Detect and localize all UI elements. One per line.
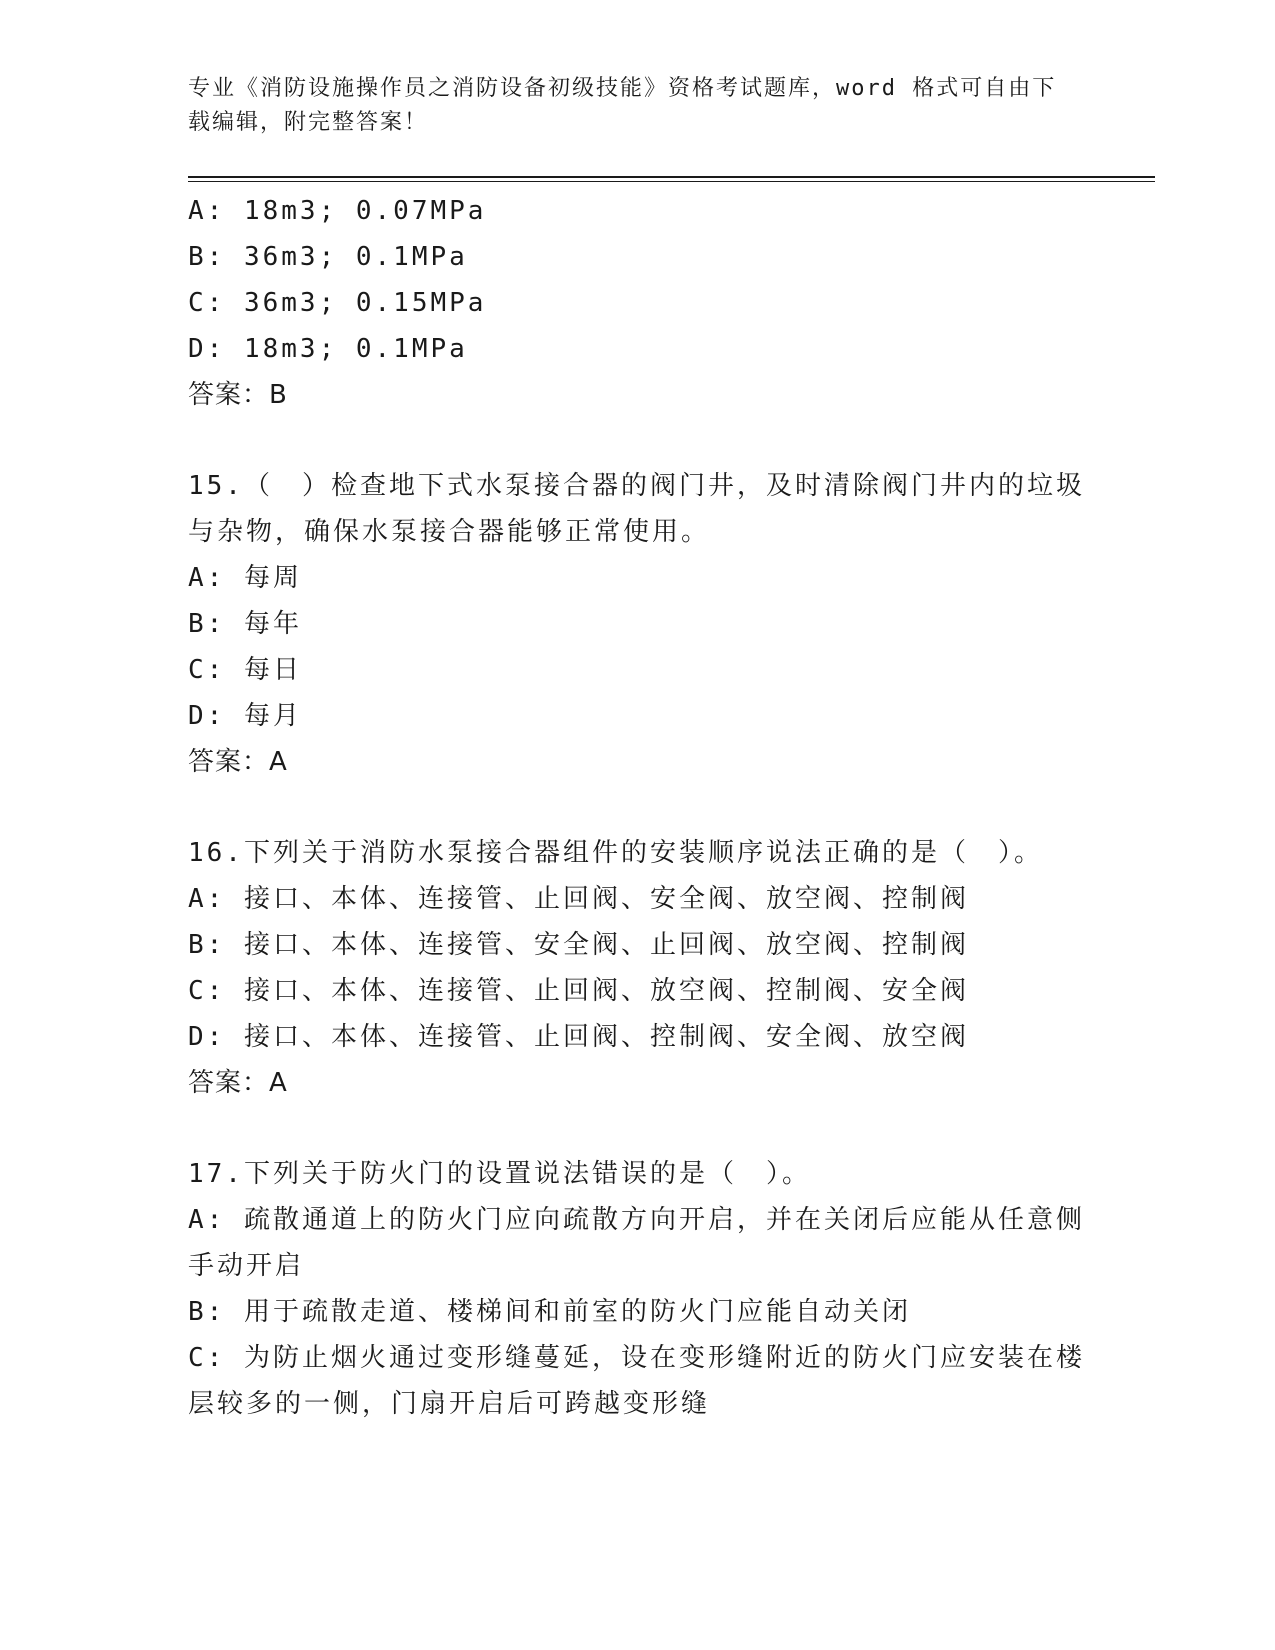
q15-question-line-1: 15.（ ）检查地下式水泵接合器的阀门井，及时清除阀门井内的垃圾 — [188, 471, 1085, 501]
q16-option-a: A: 接口、本体、连接管、止回阀、安全阀、放空阀、控制阀 — [188, 884, 969, 914]
q15-option-b: B: 每年 — [188, 609, 302, 639]
q15-answer: 答案：A — [188, 747, 288, 777]
header-divider-thin — [188, 181, 1155, 182]
q17-question-line-1: 17.下列关于防火门的设置说法错误的是（ ）。 — [188, 1159, 811, 1189]
question-content — [188, 188, 1088, 1472]
q16-option-b: B: 接口、本体、连接管、安全阀、止回阀、放空阀、控制阀 — [188, 930, 969, 960]
q17-option-c-line-2: 层较多的一侧，门扇开启后可跨越变形缝 — [188, 1389, 711, 1419]
q14-answer: 答案：B — [188, 380, 288, 410]
q16-option-d: D: 接口、本体、连接管、止回阀、控制阀、安全阀、放空阀 — [188, 1022, 969, 1052]
q15-question-line-2: 与杂物，确保水泵接合器能够正常使用。 — [188, 517, 711, 547]
q14-option-a: A: 18m3; 0.07MPa — [188, 196, 487, 226]
q16-question-line-1: 16.下列关于消防水泵接合器组件的安装顺序说法正确的是（ ）。 — [188, 838, 1043, 868]
q14-option-d: D: 18m3; 0.1MPa — [188, 334, 468, 364]
q15-option-d: D: 每月 — [188, 701, 302, 731]
header-divider-thick — [188, 176, 1155, 178]
header-line-1: 专业《消防设施操作员之消防设备初级技能》资格考试题库，word 格式可自由下 — [188, 76, 1057, 101]
question-14-block — [188, 188, 1088, 418]
header-line-2: 载编辑，附完整答案！ — [188, 110, 429, 135]
question-16-block — [188, 830, 1088, 1106]
q17-option-c-line-1: C: 为防止烟火通过变形缝蔓延，设在变形缝附近的防火门应安装在楼 — [188, 1343, 1085, 1373]
q16-option-c: C: 接口、本体、连接管、止回阀、放空阀、控制阀、安全阀 — [188, 976, 969, 1006]
q17-option-a-line-1: A: 疏散通道上的防火门应向疏散方向开启，并在关闭后应能从任意侧 — [188, 1205, 1085, 1235]
q16-answer: 答案：A — [188, 1068, 288, 1098]
q14-option-c: C: 36m3; 0.15MPa — [188, 288, 487, 318]
page-header — [188, 72, 1068, 140]
question-17-block — [188, 1151, 1088, 1427]
q15-option-c: C: 每日 — [188, 655, 302, 685]
question-15-block — [188, 463, 1088, 785]
q17-option-a-line-2: 手动开启 — [188, 1251, 305, 1281]
q15-option-a: A: 每周 — [188, 563, 302, 593]
q14-option-b: B: 36m3; 0.1MPa — [188, 242, 468, 272]
q17-option-b: B: 用于疏散走道、楼梯间和前室的防火门应能自动关闭 — [188, 1297, 911, 1327]
